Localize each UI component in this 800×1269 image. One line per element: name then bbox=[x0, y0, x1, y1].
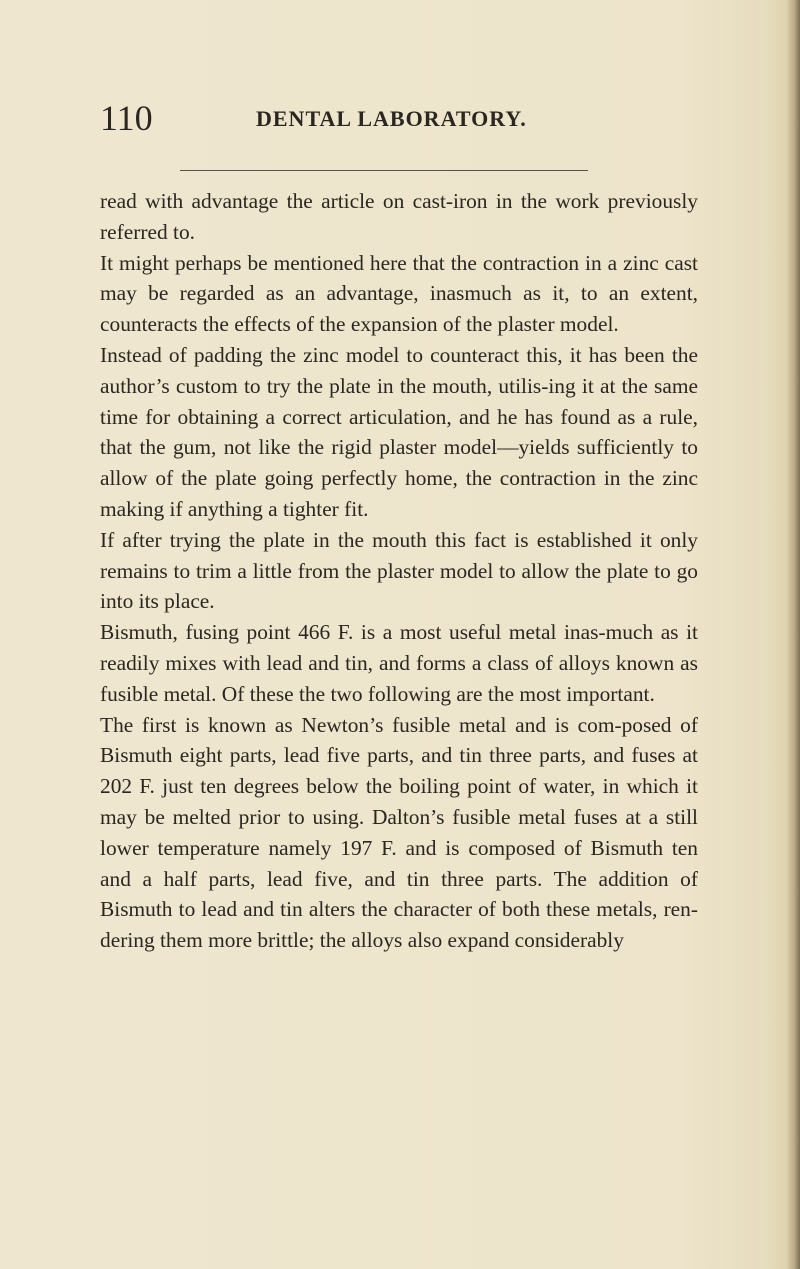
paragraph-5: Bismuth, fusing point 466 F. is a most useful metal inas-much as it readily mixes with lead and tin, and forms a class of alloys known as fusible metal. Of these the two following are the most important. bbox=[100, 620, 698, 706]
header-rule bbox=[180, 170, 588, 171]
paragraph-6: The first is known as Newton’s fusible metal and is com-posed of Bismuth eight parts, lead five parts, and tin three parts, and fuses at 202 F. just ten degrees below the boiling point of water, in which it may be melted prior to using. Dalton’s fusible metal fuses at a still lower temperature namely 197 F. and is composed of Bismuth ten and a half parts, lead five, and tin three parts. The addition of Bismuth to lead and tin alters the character of both these metals, ren-dering them more brittle; the alloys also expand considerably bbox=[100, 712, 698, 953]
body-text bbox=[100, 186, 698, 956]
paragraph-3: Instead of padding the zinc model to counteract this, it has been the author’s custom to try the plate in the mouth, utilis-ing it at the same time for obtaining a correct articulation, and he has found as a rule, that the gum, not like the rigid plaster model—yields sufficiently to allow of the plate going perfectly home, the contraction in the zinc making if anything a tighter fit. bbox=[100, 342, 698, 521]
page-header bbox=[100, 96, 700, 140]
paragraph-1: read with advantage the article on cast-iron in the work previously referred to. bbox=[100, 189, 698, 244]
page-edge-shadow bbox=[786, 0, 800, 1269]
page-number: 110 bbox=[100, 98, 153, 138]
paragraph-2: It might perhaps be mentioned here that the contraction in a zinc cast may be regarded as an advantage, inasmuch as it, to an extent, counteracts the effects of the expansion of the plaster model. bbox=[100, 250, 698, 337]
running-head: DENTAL LABORATORY. bbox=[256, 106, 527, 131]
paragraph-4: If after trying the plate in the mouth this fact is established it only remains to trim a little from the plaster model to allow the plate to go into its place. bbox=[100, 527, 698, 614]
